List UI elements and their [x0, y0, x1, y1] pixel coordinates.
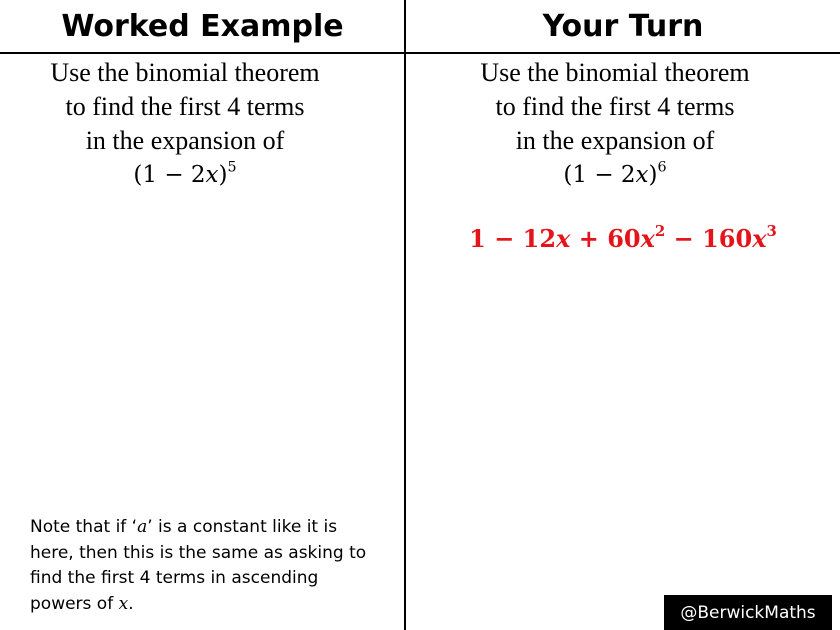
- expression-close: ): [218, 162, 228, 188]
- expression-open: (1 − 2: [133, 162, 206, 188]
- note-text: Note that if ‘: [30, 517, 138, 537]
- note-text: .: [128, 593, 134, 614]
- horizontal-divider: [0, 52, 840, 54]
- question-line: Use the binomial theorem: [480, 58, 750, 87]
- answer-variable: x: [752, 224, 767, 253]
- answer-power: 2: [654, 221, 666, 240]
- question-line: in the expansion of: [85, 126, 285, 155]
- answer-term: + 60: [570, 224, 641, 253]
- expression-power: 6: [657, 159, 667, 176]
- answer-variable: x: [556, 224, 571, 253]
- worked-example-heading: Worked Example: [61, 8, 344, 44]
- berwickmaths-watermark: @BerwickMaths: [664, 595, 832, 630]
- answer-term: − 160: [665, 224, 753, 253]
- note-text: ’ is a constant like it is here, then this is the same as asking to find the first 4 terms in ascending powers of: [30, 517, 367, 614]
- question-line: in the expansion of: [515, 126, 715, 155]
- your-turn-question: [425, 56, 805, 192]
- your-turn-heading: Your Turn: [542, 8, 704, 44]
- note-variable-x: x: [118, 593, 129, 614]
- question-line: to find the first 4 terms: [65, 92, 305, 121]
- expression-power: 5: [227, 159, 237, 176]
- answer-variable: x: [640, 224, 655, 253]
- worked-example-question: [0, 56, 370, 192]
- vertical-divider: [404, 0, 406, 630]
- expression-open: (1 − 2: [563, 162, 636, 188]
- expression-close: ): [648, 162, 658, 188]
- note-constant-a: a: [137, 517, 148, 537]
- answer-term: 1 − 12: [469, 224, 557, 253]
- ascending-powers-note: [30, 515, 380, 617]
- expression-variable: x: [205, 162, 219, 188]
- answer-power: 3: [766, 221, 777, 240]
- your-turn-answer: [406, 221, 840, 253]
- question-line: to find the first 4 terms: [495, 92, 735, 121]
- expression-variable: x: [635, 162, 649, 188]
- your-turn-expression: [425, 158, 805, 192]
- worked-example-expression: [0, 158, 370, 192]
- question-line: Use the binomial theorem: [50, 58, 320, 87]
